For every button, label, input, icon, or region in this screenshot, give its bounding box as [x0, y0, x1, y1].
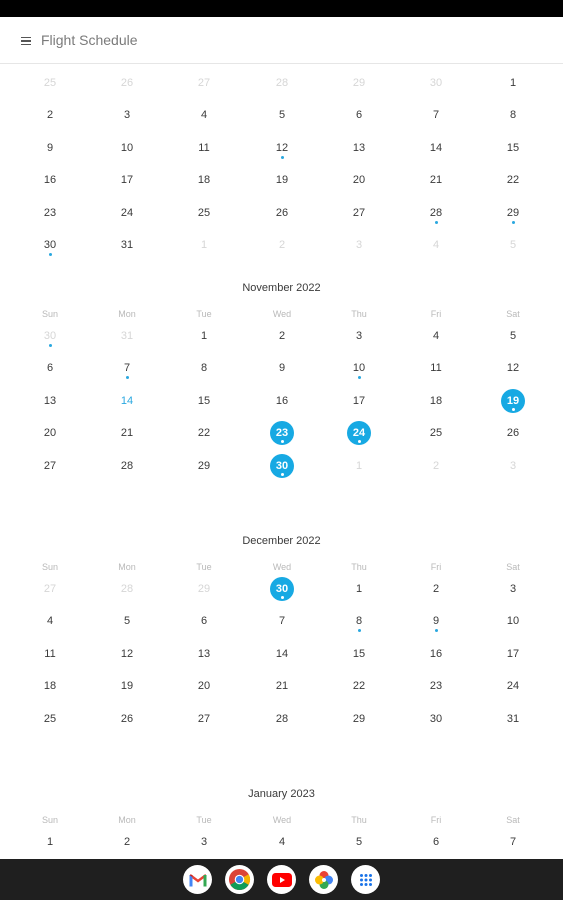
day-number: 21 — [120, 427, 134, 440]
day-number: 29 — [197, 583, 211, 595]
calendar-day[interactable] — [493, 388, 533, 414]
day-number: 2 — [432, 459, 440, 472]
calendar-day[interactable] — [30, 829, 70, 855]
day-number: 13 — [197, 647, 211, 660]
day-number: 23 — [43, 206, 57, 219]
day-number: 18 — [197, 174, 211, 187]
calendar-day[interactable] — [30, 232, 70, 258]
day-number: 30 — [429, 77, 443, 89]
day-number: 28 — [120, 459, 134, 472]
calendar-day[interactable] — [107, 355, 147, 381]
day-number: 4 — [200, 109, 208, 122]
day-number: 17 — [120, 174, 134, 187]
calendar-day[interactable] — [493, 608, 533, 634]
day-number: 1 — [200, 330, 208, 342]
day-number: 4 — [432, 239, 440, 251]
calendar-day[interactable] — [493, 232, 533, 258]
event-dot-icon — [512, 221, 515, 224]
calendar-day[interactable] — [339, 641, 379, 667]
day-number: 6 — [200, 615, 208, 628]
event-dot-icon — [512, 408, 515, 411]
calendar-day[interactable] — [30, 388, 70, 414]
month-title: December 2022 — [242, 535, 321, 547]
weekday-label: Tue — [196, 562, 212, 572]
day-number: 29 — [352, 77, 366, 89]
day-number: 22 — [197, 427, 211, 440]
day-number: 23 — [429, 680, 443, 693]
day-number: 26 — [120, 77, 134, 89]
day-number: 29 — [352, 712, 366, 725]
day-number: 6 — [355, 109, 363, 122]
day-number: 3 — [509, 583, 517, 595]
calendar-day[interactable] — [107, 453, 147, 479]
calendar-day[interactable] — [184, 641, 224, 667]
day-number: 25 — [43, 77, 57, 89]
day-number: 11 — [198, 141, 210, 154]
calendar-day[interactable] — [184, 829, 224, 855]
status-bar — [0, 0, 563, 17]
day-number: 17 — [506, 647, 520, 660]
month-title: January 2023 — [248, 788, 315, 800]
weekday-label: Tue — [196, 815, 212, 825]
weekday-label: Sat — [506, 815, 520, 825]
calendar-day[interactable] — [107, 323, 147, 349]
day-number: 12 — [275, 141, 289, 154]
calendar-day[interactable] — [493, 420, 533, 446]
day-number: 1 — [200, 239, 208, 251]
calendar-day[interactable] — [30, 70, 70, 96]
day-number: 18 — [429, 394, 443, 407]
calendar-day[interactable] — [493, 829, 533, 855]
calendar-day[interactable] — [416, 323, 456, 349]
day-number: 6 — [432, 836, 440, 848]
calendar-day[interactable] — [416, 453, 456, 479]
day-number: 3 — [355, 239, 363, 251]
day-number: 15 — [506, 141, 520, 154]
day-number: 14 — [120, 394, 134, 407]
event-dot-icon — [281, 440, 284, 443]
day-number: 26 — [275, 206, 289, 219]
day-number: 3 — [123, 109, 131, 122]
day-number: 13 — [352, 141, 366, 154]
calendar-day[interactable] — [416, 232, 456, 258]
calendar-day[interactable] — [493, 167, 533, 193]
calendar-day[interactable] — [184, 453, 224, 479]
day-number: 21 — [275, 680, 289, 693]
photos-icon[interactable] — [309, 865, 338, 894]
calendar-day[interactable] — [184, 323, 224, 349]
calendar-day[interactable] — [184, 706, 224, 732]
weekday-label: Tue — [196, 309, 212, 319]
day-number: 11 — [430, 362, 442, 375]
day-number: 19 — [275, 174, 289, 187]
weekday-label: Sun — [41, 815, 58, 825]
calendar-day[interactable] — [107, 706, 147, 732]
calendar-day[interactable] — [30, 355, 70, 381]
weekday-label: Thu — [351, 309, 367, 319]
weekday-label: Sat — [506, 562, 520, 572]
calendar-day[interactable] — [30, 323, 70, 349]
calendar-day[interactable] — [416, 167, 456, 193]
day-number: 29 — [197, 459, 211, 472]
calendar-day[interactable] — [262, 829, 302, 855]
calendar-day[interactable] — [30, 706, 70, 732]
calendar-day[interactable] — [184, 232, 224, 258]
app-bar — [0, 17, 563, 64]
calendar-day[interactable] — [339, 388, 379, 414]
calendar-day[interactable] — [107, 70, 147, 96]
day-number: 28 — [120, 583, 134, 595]
day-number: 19 — [501, 389, 525, 413]
calendar-day[interactable] — [339, 453, 379, 479]
calendar-day[interactable] — [107, 232, 147, 258]
calendar-day[interactable] — [184, 70, 224, 96]
day-number: 30 — [43, 330, 57, 342]
calendar-day[interactable] — [416, 641, 456, 667]
calendar-day[interactable] — [262, 323, 302, 349]
day-number: 24 — [347, 421, 371, 445]
day-number: 2 — [278, 239, 286, 251]
day-number: 2 — [46, 109, 54, 122]
calendar-day[interactable] — [339, 135, 379, 161]
day-number: 5 — [509, 330, 517, 342]
day-number: 19 — [120, 680, 134, 693]
calendar-day[interactable] — [30, 608, 70, 634]
day-number: 29 — [506, 206, 520, 219]
day-number: 18 — [43, 680, 57, 693]
calendar-day[interactable] — [184, 608, 224, 634]
calendar-day[interactable] — [416, 355, 456, 381]
calendar-day[interactable] — [339, 323, 379, 349]
day-number: 4 — [46, 615, 54, 628]
day-number: 4 — [278, 836, 286, 848]
calendar-day[interactable] — [107, 420, 147, 446]
calendar-day[interactable] — [184, 420, 224, 446]
day-number: 10 — [120, 141, 134, 154]
day-number: 25 — [197, 206, 211, 219]
calendar-day[interactable] — [339, 355, 379, 381]
weekday-label: Mon — [118, 562, 136, 572]
weekday-label: Fri — [430, 309, 442, 319]
calendar-day[interactable] — [184, 200, 224, 226]
day-number: 21 — [429, 174, 443, 187]
event-dot-icon — [358, 440, 361, 443]
navigation-bar — [0, 859, 563, 900]
day-number: 2 — [278, 330, 286, 342]
calendar-day[interactable] — [493, 576, 533, 602]
calendar-day[interactable] — [416, 102, 456, 128]
calendar-scroll-view[interactable] — [0, 64, 563, 859]
calendar-day[interactable] — [416, 608, 456, 634]
calendar-day[interactable] — [30, 420, 70, 446]
weekday-label: Mon — [118, 309, 136, 319]
calendar-day[interactable] — [493, 70, 533, 96]
weekday-label: Sun — [41, 562, 58, 572]
day-number: 27 — [197, 712, 211, 725]
calendar-day[interactable] — [184, 673, 224, 699]
day-number: 31 — [120, 330, 134, 342]
calendar-day[interactable] — [107, 673, 147, 699]
day-number: 8 — [355, 615, 363, 628]
calendar-day[interactable] — [30, 453, 70, 479]
day-number: 30 — [270, 577, 294, 601]
day-number: 9 — [432, 615, 440, 628]
calendar-day[interactable] — [416, 829, 456, 855]
calendar-day[interactable] — [30, 641, 70, 667]
day-number: 25 — [429, 427, 443, 440]
chrome-icon[interactable] — [225, 865, 254, 894]
day-number: 5 — [509, 239, 517, 251]
day-number: 14 — [275, 647, 289, 660]
day-number: 15 — [197, 394, 211, 407]
day-number: 3 — [509, 459, 517, 472]
day-number: 17 — [352, 394, 366, 407]
calendar-day[interactable] — [493, 323, 533, 349]
calendar-day[interactable] — [416, 70, 456, 96]
calendar-day[interactable] — [339, 673, 379, 699]
day-number: 9 — [46, 141, 54, 154]
day-number: 28 — [275, 712, 289, 725]
day-number: 20 — [352, 174, 366, 187]
day-number: 16 — [429, 647, 443, 660]
calendar-day[interactable] — [184, 167, 224, 193]
day-number: 14 — [429, 141, 443, 154]
calendar-day[interactable] — [262, 200, 302, 226]
weekday-label: Sat — [506, 309, 520, 319]
youtube-icon[interactable] — [267, 865, 296, 894]
day-number: 11 — [44, 647, 56, 660]
day-number: 16 — [43, 174, 57, 187]
app-drawer-icon[interactable] — [351, 865, 380, 894]
day-number: 7 — [278, 615, 286, 628]
calendar-day[interactable] — [262, 388, 302, 414]
calendar-day[interactable] — [339, 829, 379, 855]
day-number: 10 — [352, 362, 366, 375]
weekday-label: Mon — [118, 815, 136, 825]
calendar-day[interactable] — [493, 102, 533, 128]
day-number: 28 — [275, 77, 289, 89]
day-number: 30 — [429, 712, 443, 725]
calendar-day[interactable] — [30, 167, 70, 193]
day-number: 2 — [123, 836, 131, 848]
weekday-label: Thu — [351, 815, 367, 825]
day-number: 26 — [506, 427, 520, 440]
calendar-day[interactable] — [107, 576, 147, 602]
day-number: 1 — [509, 77, 517, 89]
calendar-day[interactable] — [339, 200, 379, 226]
calendar-day[interactable] — [262, 167, 302, 193]
calendar-day[interactable] — [493, 453, 533, 479]
calendar-day[interactable] — [262, 706, 302, 732]
calendar-day[interactable] — [339, 608, 379, 634]
calendar-day[interactable] — [262, 135, 302, 161]
calendar-day[interactable] — [262, 70, 302, 96]
day-number: 3 — [355, 330, 363, 342]
day-number: 27 — [43, 583, 57, 595]
weekday-label: Fri — [430, 562, 442, 572]
calendar-day[interactable] — [416, 420, 456, 446]
day-number: 6 — [46, 362, 54, 375]
calendar-day[interactable] — [493, 200, 533, 226]
calendar-day[interactable] — [493, 355, 533, 381]
calendar-day[interactable] — [416, 673, 456, 699]
day-number: 7 — [509, 836, 517, 848]
day-number: 20 — [197, 680, 211, 693]
calendar-day[interactable] — [107, 167, 147, 193]
calendar-day[interactable] — [107, 200, 147, 226]
weekday-label: Wed — [272, 815, 292, 825]
event-dot-icon — [49, 253, 52, 256]
event-dot-icon — [281, 156, 284, 159]
day-number: 15 — [352, 647, 366, 660]
month-title: November 2022 — [242, 282, 321, 294]
day-number: 4 — [432, 330, 440, 342]
day-number: 30 — [270, 454, 294, 478]
day-number: 3 — [200, 836, 208, 848]
calendar-day[interactable] — [262, 232, 302, 258]
weekday-label: Sun — [41, 309, 58, 319]
event-dot-icon — [49, 344, 52, 347]
day-number: 30 — [43, 239, 57, 251]
day-number: 16 — [275, 394, 289, 407]
menu-icon[interactable] — [14, 29, 38, 53]
calendar-day[interactable] — [493, 135, 533, 161]
day-number: 9 — [278, 362, 286, 375]
calendar-day[interactable] — [184, 388, 224, 414]
calendar-day[interactable] — [30, 102, 70, 128]
calendar-day[interactable] — [184, 102, 224, 128]
calendar-day[interactable] — [262, 608, 302, 634]
day-number: 12 — [506, 362, 520, 375]
calendar-day[interactable] — [107, 608, 147, 634]
calendar-day[interactable] — [184, 355, 224, 381]
page-title: Flight Schedule — [41, 32, 138, 48]
calendar-day[interactable] — [262, 420, 302, 446]
calendar-day[interactable] — [262, 102, 302, 128]
weekday-label: Wed — [272, 562, 292, 572]
calendar-day[interactable] — [30, 673, 70, 699]
weekday-label: Fri — [430, 815, 442, 825]
calendar-day[interactable] — [339, 232, 379, 258]
calendar-day[interactable] — [107, 102, 147, 128]
calendar-day[interactable] — [339, 102, 379, 128]
calendar-day[interactable] — [262, 641, 302, 667]
calendar-day[interactable] — [416, 200, 456, 226]
day-number: 22 — [352, 680, 366, 693]
day-number: 27 — [352, 206, 366, 219]
day-number: 24 — [120, 206, 134, 219]
day-number: 20 — [43, 427, 57, 440]
calendar-day[interactable] — [107, 388, 147, 414]
calendar-day[interactable] — [416, 135, 456, 161]
day-number: 1 — [355, 583, 363, 595]
event-dot-icon — [281, 596, 284, 599]
calendar-day[interactable] — [493, 641, 533, 667]
calendar-day[interactable] — [262, 355, 302, 381]
calendar-day[interactable] — [184, 135, 224, 161]
calendar-day[interactable] — [184, 576, 224, 602]
day-number: 1 — [46, 836, 54, 848]
calendar-day[interactable] — [339, 706, 379, 732]
calendar-day[interactable] — [416, 388, 456, 414]
calendar-day[interactable] — [30, 200, 70, 226]
calendar-day[interactable] — [262, 576, 302, 602]
day-number: 5 — [123, 615, 131, 628]
calendar-day[interactable] — [416, 706, 456, 732]
day-number: 28 — [429, 206, 443, 219]
calendar-day[interactable] — [339, 167, 379, 193]
calendar-day[interactable] — [339, 576, 379, 602]
calendar-day[interactable] — [493, 673, 533, 699]
calendar-day[interactable] — [30, 135, 70, 161]
calendar-day[interactable] — [30, 576, 70, 602]
day-number: 22 — [506, 174, 520, 187]
calendar-day[interactable] — [107, 135, 147, 161]
calendar-day[interactable] — [493, 706, 533, 732]
day-number: 31 — [506, 712, 520, 725]
day-number: 5 — [278, 109, 286, 122]
day-number: 23 — [270, 421, 294, 445]
day-number: 26 — [120, 712, 134, 725]
day-number: 5 — [355, 836, 363, 848]
day-number: 7 — [123, 362, 131, 375]
calendar-day[interactable] — [339, 420, 379, 446]
event-dot-icon — [435, 221, 438, 224]
calendar-day[interactable] — [262, 673, 302, 699]
day-number: 24 — [506, 680, 520, 693]
day-number: 8 — [200, 362, 208, 375]
calendar-day[interactable] — [339, 70, 379, 96]
calendar-day[interactable] — [107, 829, 147, 855]
day-number: 1 — [355, 459, 363, 472]
day-number: 7 — [432, 109, 440, 122]
day-number: 13 — [43, 394, 57, 407]
gmail-icon[interactable] — [183, 865, 212, 894]
calendar-day[interactable] — [107, 641, 147, 667]
day-number: 27 — [43, 459, 57, 472]
day-number: 31 — [120, 239, 134, 251]
day-number: 27 — [197, 77, 211, 89]
day-number: 25 — [43, 712, 57, 725]
day-number: 12 — [120, 647, 134, 660]
day-number: 8 — [509, 109, 517, 122]
event-dot-icon — [281, 473, 284, 476]
day-number: 2 — [432, 583, 440, 595]
day-number: 10 — [506, 615, 520, 628]
weekday-label: Wed — [272, 309, 292, 319]
calendar-day[interactable] — [416, 576, 456, 602]
calendar-day[interactable] — [262, 453, 302, 479]
weekday-label: Thu — [351, 562, 367, 572]
